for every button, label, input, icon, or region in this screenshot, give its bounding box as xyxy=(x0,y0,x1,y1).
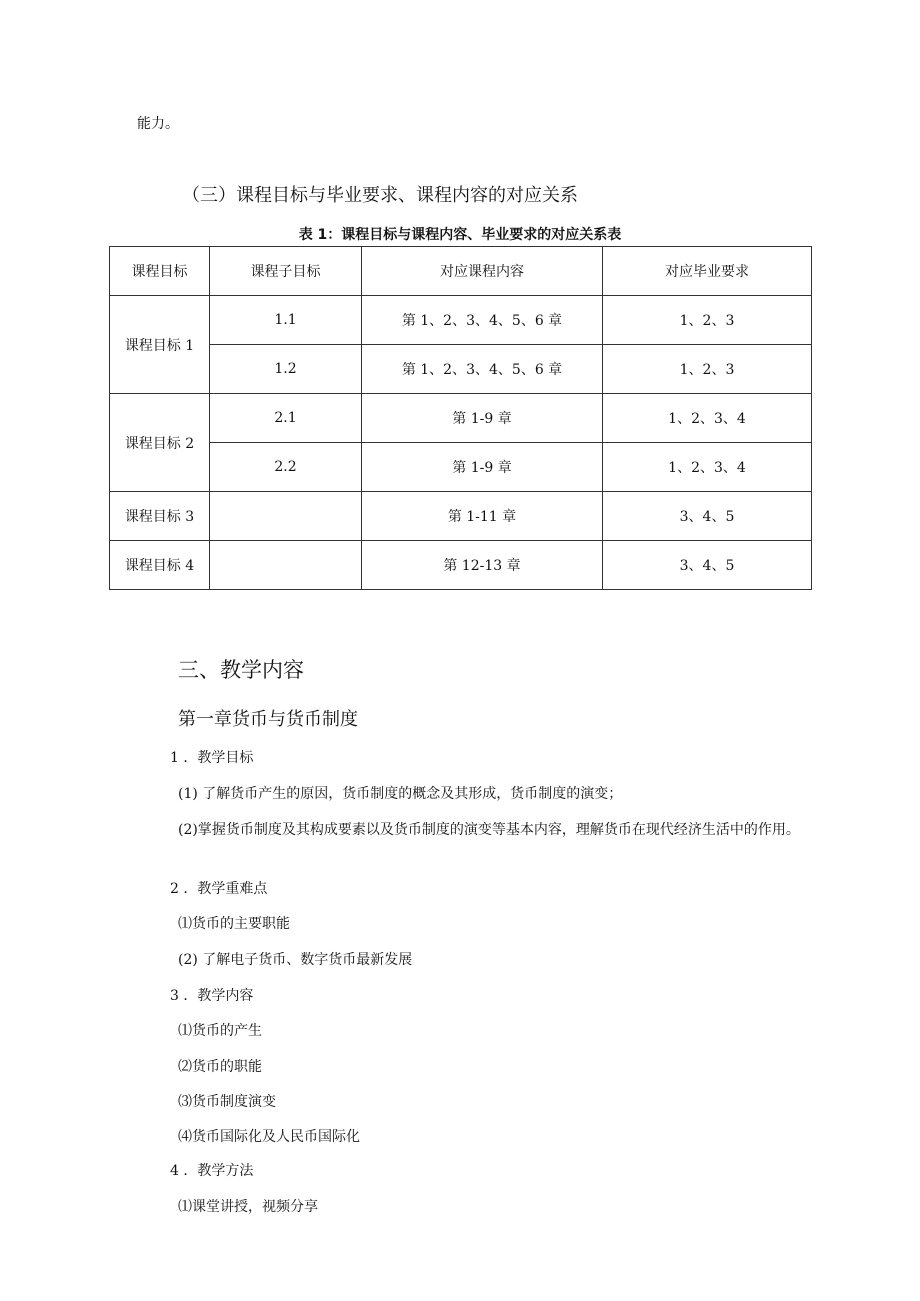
table-header-row xyxy=(110,247,812,296)
header-course-goal: 课程目标 xyxy=(110,247,210,296)
objective-item: (1) 了解货币产生的原因，货币制度的概念及其形成，货币制度的演变； xyxy=(178,786,623,802)
header-course-content: 对应课程内容 xyxy=(362,247,603,296)
content-cell: 第 1-11 章 xyxy=(362,492,603,541)
objective-item: (2)掌握货币制度及其构成要素以及货币制度的演变等基本内容，理解货币在现代经济生活中的作用。 xyxy=(178,822,800,838)
goal-cell: 课程目标 2 xyxy=(110,394,210,492)
table-row xyxy=(110,443,812,492)
goal-cell: 课程目标 3 xyxy=(110,492,210,541)
sub-goal-cell: 2.2 xyxy=(210,443,362,492)
methods-label: 4 ．教学方法 xyxy=(170,1163,254,1179)
header-sub-goal: 课程子目标 xyxy=(210,247,362,296)
sub-goal-cell xyxy=(210,492,362,541)
sub-goal-cell xyxy=(210,541,362,590)
content-cell: 第 1、2、3、4、5、6 章 xyxy=(362,345,603,394)
requirement-cell: 1、2、3 xyxy=(603,345,812,394)
chapter-title: 第一章货币与货币制度 xyxy=(178,709,358,730)
goal-mapping-table xyxy=(109,246,812,590)
table-row xyxy=(110,492,812,541)
goal-cell: 课程目标 1 xyxy=(110,296,210,394)
sub-goal-cell: 1.2 xyxy=(210,345,362,394)
table-row xyxy=(110,345,812,394)
requirement-cell: 3、4、5 xyxy=(603,541,812,590)
content-cell: 第 12-13 章 xyxy=(362,541,603,590)
goal-cell: 课程目标 4 xyxy=(110,541,210,590)
key-point-item: (2) 了解电子货币、数字货币最新发展 xyxy=(178,952,413,968)
key-points-label: 2 ．教学重难点 xyxy=(170,881,268,897)
method-item: ⑴课堂讲授，视频分享 xyxy=(178,1199,318,1215)
content-item: ⑵货币的职能 xyxy=(178,1059,262,1075)
table-row xyxy=(110,541,812,590)
content-item: ⑴货币的产生 xyxy=(178,1023,262,1039)
requirement-cell: 3、4、5 xyxy=(603,492,812,541)
requirement-cell: 1、2、3、4 xyxy=(603,443,812,492)
content-item: ⑶货币制度演变 xyxy=(178,1094,276,1110)
section-subtitle: （三）课程目标与毕业要求、课程内容的对应关系 xyxy=(182,185,578,206)
section-heading: 三、教学内容 xyxy=(178,658,304,682)
table-row xyxy=(110,394,812,443)
content-cell: 第 1-9 章 xyxy=(362,443,603,492)
sub-goal-cell: 1.1 xyxy=(210,296,362,345)
header-graduation-requirement: 对应毕业要求 xyxy=(603,247,812,296)
requirement-cell: 1、2、3、4 xyxy=(603,394,812,443)
table-row xyxy=(110,296,812,345)
table-caption: 表 1：课程目标与课程内容、毕业要求的对应关系表 xyxy=(298,227,622,243)
sub-goal-cell: 2.1 xyxy=(210,394,362,443)
carry-over-text: 能力。 xyxy=(137,116,179,132)
requirement-cell: 1、2、3 xyxy=(603,296,812,345)
key-point-item: ⑴货币的主要职能 xyxy=(178,916,290,932)
content-item: ⑷货币国际化及人民币国际化 xyxy=(178,1129,360,1145)
objectives-label: 1 ．教学目标 xyxy=(170,750,254,766)
content-cell: 第 1-9 章 xyxy=(362,394,603,443)
content-cell: 第 1、2、3、4、5、6 章 xyxy=(362,296,603,345)
teaching-content-label: 3 ．教学内容 xyxy=(170,988,254,1004)
